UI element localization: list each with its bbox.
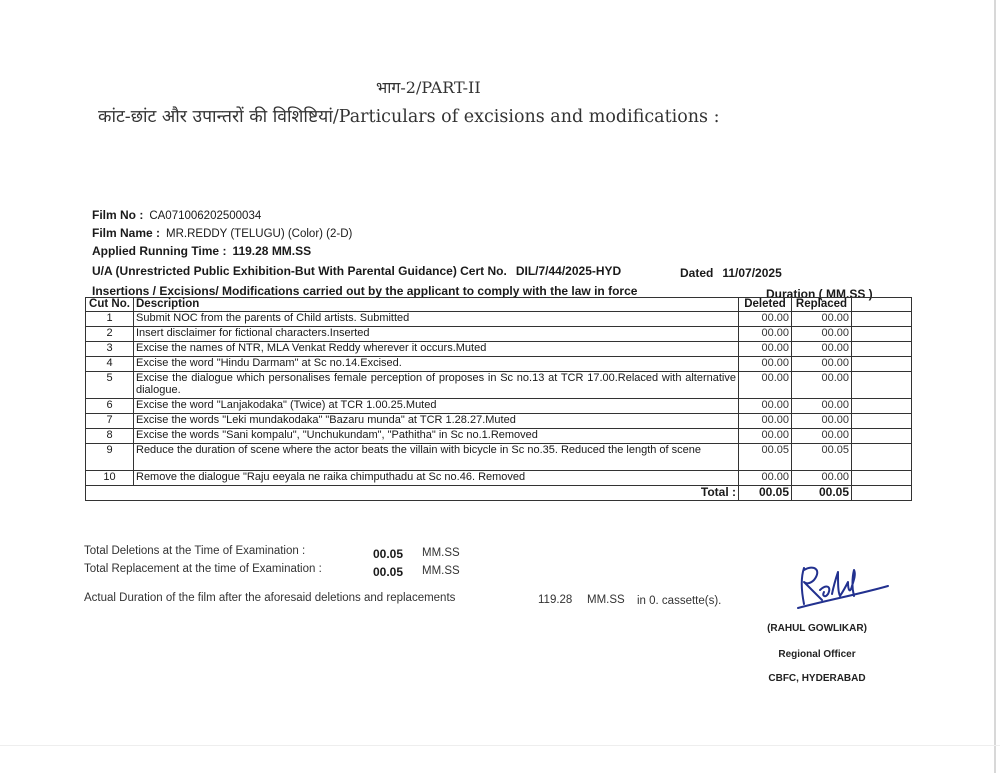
header-spare <box>852 298 912 312</box>
runtime-label: Applied Running Time : <box>92 244 227 258</box>
replaced-value: 00.00 <box>792 471 852 486</box>
page-edge <box>994 0 996 773</box>
table-row <box>86 429 912 444</box>
table-row <box>86 471 912 486</box>
cut-description: Excise the word "Hindu Darmam" at Sc no.14.Excised. <box>134 357 739 372</box>
officer-signature <box>792 560 892 612</box>
cassette-count: in 0. cassette(s). <box>637 595 722 607</box>
replaced-value: 00.00 <box>792 327 852 342</box>
total-deleted: 00.05 <box>739 486 792 501</box>
table-row <box>86 372 912 399</box>
cut-no: 5 <box>86 372 134 399</box>
deleted-value: 00.00 <box>739 342 792 357</box>
replaced-value: 00.00 <box>792 357 852 372</box>
spare-cell <box>852 312 912 327</box>
deleted-value: 00.00 <box>739 357 792 372</box>
table-header-row <box>86 298 912 312</box>
header-replaced: Replaced <box>792 298 852 312</box>
deleted-value: 00.05 <box>739 444 792 471</box>
cert-line <box>92 262 621 280</box>
cut-description: Excise the words "Sani kompalu", "Unchukundam", "Pathitha" in Sc no.1.Removed <box>134 429 739 444</box>
page-bottom-edge <box>0 745 1000 746</box>
dated-label: Dated <box>680 266 714 280</box>
spare-cell <box>852 444 912 471</box>
cut-no: 1 <box>86 312 134 327</box>
total-replacement-value: 00.05 <box>373 565 404 579</box>
cert-number: DIL/7/44/2025-HYD <box>515 264 622 278</box>
part-heading: भाग-2/PART-II <box>376 78 481 97</box>
cut-no: 3 <box>86 342 134 357</box>
header-cut-no: Cut No. <box>86 298 134 312</box>
deleted-value: 00.00 <box>739 312 792 327</box>
total-label: Total : <box>86 486 739 501</box>
cut-no: 8 <box>86 429 134 444</box>
spare-cell <box>852 429 912 444</box>
duration-label: Duration ( MM.SS ) <box>766 287 873 301</box>
table-row <box>86 342 912 357</box>
deleted-value: 00.00 <box>739 399 792 414</box>
officer-office: CBFC, HYDERABAD <box>768 673 866 684</box>
total-row <box>86 486 912 501</box>
replaced-value: 00.00 <box>792 399 852 414</box>
runtime-value: 119.28 MM.SS <box>232 244 312 258</box>
cut-description: Excise the names of NTR, MLA Venkat Reddy wherever it occurs.Muted <box>134 342 739 357</box>
cut-description: Reduce the duration of scene where the actor beats the villain with bicycle in Sc no.35. Reduced the length of scene <box>134 444 739 471</box>
replaced-value: 00.00 <box>792 414 852 429</box>
header-deleted: Deleted <box>739 298 792 312</box>
cut-description: Excise the dialogue which personalises female perception of proposes in Sc no.13 at TCR 17.00.Relaced with alternative dialogue. <box>134 372 739 399</box>
total-deletions-unit: MM.SS <box>422 547 460 559</box>
cut-description: Excise the word "Lanjakodaka" (Twice) at TCR 1.00.25.Muted <box>134 399 739 414</box>
table-row <box>86 414 912 429</box>
film-no-line <box>92 206 261 224</box>
total-replacement-label: Total Replacement at the time of Examination : <box>84 563 322 575</box>
officer-name: (RAHUL GOWLIKAR) <box>767 623 867 634</box>
total-deletions-label: Total Deletions at the Time of Examination : <box>84 545 306 557</box>
spare-cell <box>852 372 912 399</box>
dated-line <box>680 264 782 282</box>
cut-no: 6 <box>86 399 134 414</box>
cut-description: Excise the words "Leki mundakodaka" "Bazaru munda" at TCR 1.28.27.Muted <box>134 414 739 429</box>
actual-duration-value: 119.28 <box>538 594 573 606</box>
film-no-label: Film No : <box>92 208 144 222</box>
replaced-value: 00.00 <box>792 342 852 357</box>
total-deletions-value: 00.05 <box>373 547 404 561</box>
officer-designation: Regional Officer <box>778 649 856 660</box>
total-replacement-unit: MM.SS <box>422 565 460 577</box>
table-row <box>86 399 912 414</box>
table-row <box>86 444 912 471</box>
table-row <box>86 357 912 372</box>
cut-description: Insert disclaimer for fictional characters.Inserted <box>134 327 739 342</box>
cut-no: 9 <box>86 444 134 471</box>
cut-no: 10 <box>86 471 134 486</box>
table-row <box>86 327 912 342</box>
film-name-line <box>92 224 352 242</box>
table-row <box>86 312 912 327</box>
film-no-value: CA071006202500034 <box>149 210 262 222</box>
deleted-value: 00.00 <box>739 429 792 444</box>
spare-cell <box>852 471 912 486</box>
cut-no: 2 <box>86 327 134 342</box>
table-caption: Insertions / Excisions/ Modifications carried out by the applicant to comply with the law in force <box>92 284 638 298</box>
spare-cell <box>852 342 912 357</box>
total-replaced: 00.05 <box>792 486 852 501</box>
actual-duration-label: Actual Duration of the film after the aforesaid deletions and replacements <box>84 592 456 604</box>
header-description: Description <box>134 298 739 312</box>
cut-description: Submit NOC from the parents of Child artists. Submitted <box>134 312 739 327</box>
spare-cell <box>852 357 912 372</box>
replaced-value: 00.00 <box>792 312 852 327</box>
spare-cell <box>852 486 912 501</box>
replaced-value: 00.00 <box>792 429 852 444</box>
spare-cell <box>852 327 912 342</box>
actual-duration-unit: MM.SS <box>587 594 625 606</box>
spare-cell <box>852 399 912 414</box>
deleted-value: 00.00 <box>739 414 792 429</box>
page-title: कांट-छांट और उपान्तरों की विशिष्टियां/Particulars of excisions and modifications : <box>98 107 720 127</box>
cert-label: U/A (Unrestricted Public Exhibition-But With Parental Guidance) Cert No. <box>92 264 507 278</box>
deleted-value: 00.00 <box>739 372 792 399</box>
replaced-value: 00.05 <box>792 444 852 471</box>
dated-value: 11/07/2025 <box>722 266 782 280</box>
film-name-label: Film Name : <box>92 226 161 240</box>
film-name-value: MR.REDDY (TELUGU) (Color) (2-D) <box>166 228 353 240</box>
deleted-value: 00.00 <box>739 471 792 486</box>
cut-description: Remove the dialogue "Raju eeyala ne raika chimputhadu at Sc no.46. Removed <box>134 471 739 486</box>
replaced-value: 00.00 <box>792 372 852 399</box>
runtime-line <box>92 242 311 260</box>
cut-no: 7 <box>86 414 134 429</box>
cut-no: 4 <box>86 357 134 372</box>
excisions-table <box>85 297 912 501</box>
spare-cell <box>852 414 912 429</box>
deleted-value: 00.00 <box>739 327 792 342</box>
